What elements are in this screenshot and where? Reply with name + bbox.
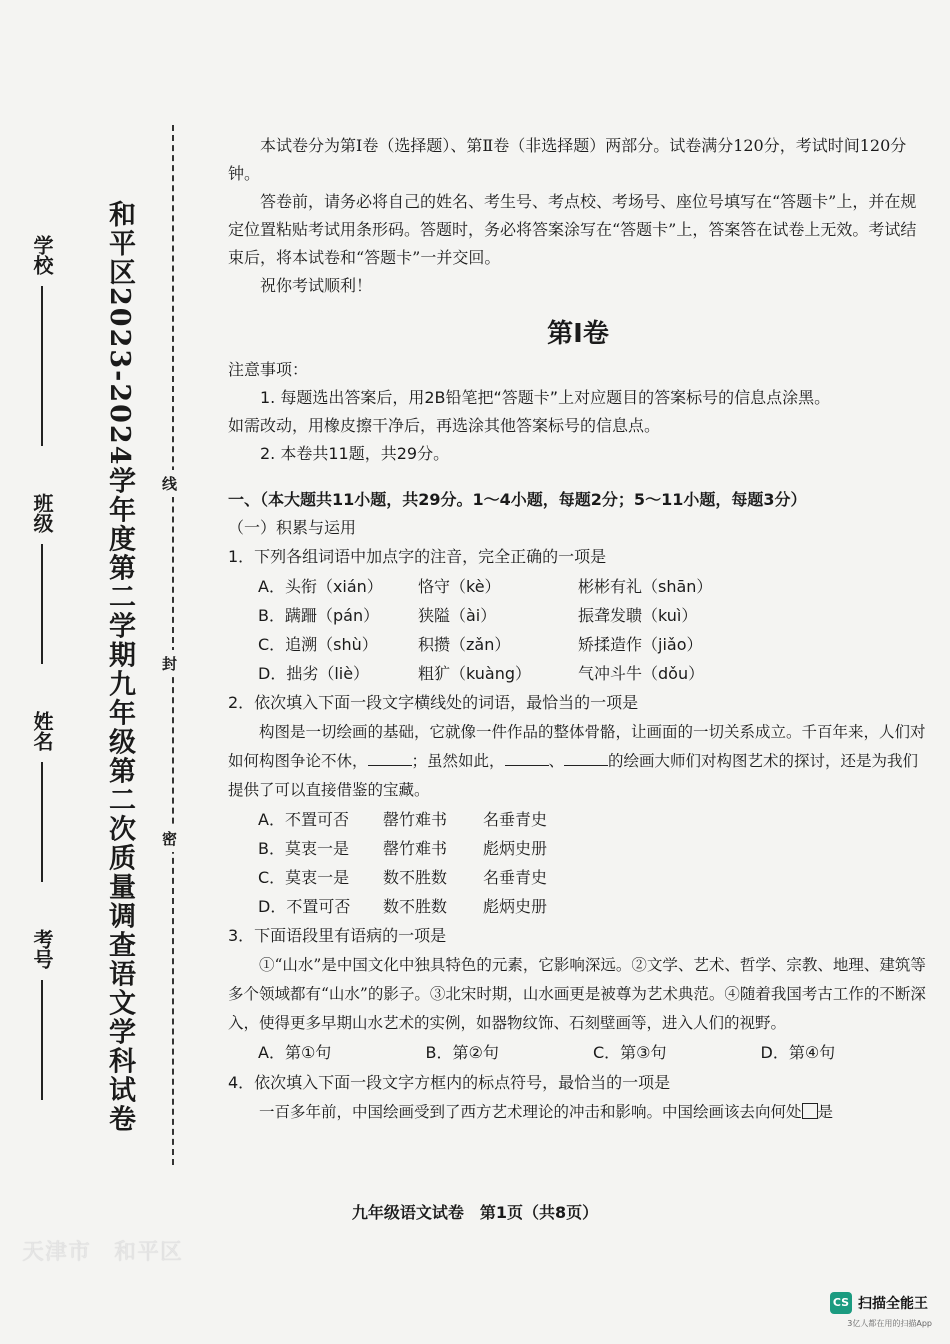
question-3-choice-c[interactable]: C．第③句 [593, 1043, 667, 1062]
question-1-stem: 1．下列各组词语中加点字的注音，完全正确的一项是 [228, 547, 607, 566]
question-4-passage: 一百多年前，中国绘画受到了西方艺术理论的冲击和影响。中国绘画该去向何处 是 [259, 1103, 834, 1121]
section-heading: 一、（本大题共11小题，共29分。1～4小题，每题2分；5～11小题，每题3分） [228, 490, 807, 509]
notice-item-1: 1. 每题选出答案后，用2B铅笔把“答题卡”上对应题目的答案标号的信息点涂黑。 [260, 388, 831, 407]
scanner-app-tagline: 3亿人都在用的扫描App [847, 1319, 932, 1328]
question-1-option-c[interactable]: C．追溯（shù） 积攒（zǎn） 矫揉造作（jiǎo） [258, 635, 703, 654]
fill-blank-1 [368, 765, 412, 766]
question-3-choice-d[interactable]: D．第④句 [760, 1043, 836, 1062]
student-info-fields [28, 235, 57, 1140]
field-label-name: 姓名 [30, 710, 54, 751]
seal-line [172, 125, 174, 1165]
question-1-option-b[interactable]: B．蹒跚（pán） 狭隘（ài） 振聋发聩（kuì） [258, 606, 698, 625]
scanner-app-badge [830, 1292, 928, 1314]
scanner-logo-icon: CS [830, 1292, 852, 1314]
field-blank-name[interactable] [41, 762, 43, 882]
question-3-passage: ①“山水”是中国文化中独具特色的元素，它影响深远。②文学、艺术、哲学、宗教、地理、建筑等多个领域都有“山水”的影子。③北宋时期，山水画更是被尊为艺术典范。④随着我国考古工作的不断深入，使得更多早期山水艺术的实例，如器物纹饰、石刻壁画等，进入人们的视野。 [228, 956, 926, 1032]
page-footer: 九年级语文试卷 第1页（共8页） [351, 1203, 599, 1222]
notice-item-2: 2. 本卷共11题，共29分。 [260, 444, 450, 463]
seal-word-seal: 封 [162, 650, 177, 677]
field-blank-school[interactable] [41, 286, 43, 446]
intro-paragraph-2: 答卷前，请务必将自己的姓名、考生号、考点校、考场号、座位号填写在“答题卡”上，并在规定位置粘贴考试用条形码。答题时，务必将答案涂写在“答题卡”上，答案答在试卷上无效。考试结束后，将本试卷和“答题卡”一并交回。 [228, 192, 917, 267]
seal-word-line: 线 [162, 470, 177, 497]
question-1-option-d[interactable]: D．拙劣（liè） 粗犷（kuàng） 气冲斗牛（dǒu） [258, 664, 705, 683]
field-label-id: 考号 [30, 928, 54, 969]
intro-paragraph-3: 祝你考试顺利！ [260, 276, 373, 295]
question-3-choice-a[interactable]: A．第①句 [258, 1043, 332, 1062]
subsection-heading: （一）积累与运用 [228, 518, 357, 537]
fill-blank-3 [564, 765, 608, 766]
field-label-school: 学校 [30, 235, 54, 275]
question-3-choice-b[interactable]: B．第②句 [425, 1043, 499, 1062]
fill-blank-2 [505, 765, 549, 766]
question-2-passage: 构图是一切绘画的基础，它就像一件作品的整体骨骼，让画面的一切关系成立。千百年来，人们对如何构图争论不休， ；虽然如此， 、 的绘画大师们对构图艺术的探讨，还是为我们提供了可以直接借鉴的宝藏。 [228, 723, 926, 799]
field-blank-class[interactable] [41, 544, 43, 664]
question-3-stem: 3．下面语段里有语病的一项是 [228, 926, 447, 945]
question-2-options [258, 805, 928, 921]
question-2-stem: 2．依次填入下面一段文字横线处的词语，最恰当的一项是 [228, 693, 639, 712]
notice-item-1-cont: 如需改动，用橡皮擦干净后，再选涂其他答案标号的信息点。 [228, 416, 661, 435]
field-label-class: 班级 [30, 492, 54, 533]
field-blank-id[interactable] [41, 980, 43, 1100]
question-4-stem: 4．依次填入下面一段文字方框内的标点符号，最恰当的一项是 [228, 1073, 671, 1092]
volume-title: 第Ⅰ卷 [547, 319, 609, 349]
question-2-option-d[interactable]: D．不置可否 数不胜数 彪炳史册 [258, 897, 548, 916]
question-3-choices [258, 1038, 928, 1068]
exam-title-vertical: 和平区2023-2024学年度第二学期九年级第二次质量调查语文学科试卷 [104, 200, 135, 1134]
seal-word-secret: 密 [162, 825, 177, 852]
punctuation-box [802, 1103, 818, 1119]
exam-content [228, 132, 928, 1127]
scanner-app-name: 扫描全能王 [858, 1296, 928, 1312]
question-1-option-a[interactable]: A．头衔（xián） 恪守（kè） 彬彬有礼（shān） [258, 577, 713, 596]
question-1-options [258, 572, 928, 688]
location-watermark: 天津市 和平区 [22, 1240, 184, 1265]
question-2-option-a[interactable]: A．不置可否 罄竹难书 名垂青史 [258, 810, 548, 829]
notice-title: 注意事项： [228, 360, 309, 379]
question-2-option-c[interactable]: C．莫衷一是 数不胜数 名垂青史 [258, 868, 548, 887]
question-2-option-b[interactable]: B．莫衷一是 罄竹难书 彪炳史册 [258, 839, 548, 858]
intro-paragraph-1: 本试卷分为第Ⅰ卷（选择题）、第Ⅱ卷（非选择题）两部分。试卷满分120分，考试时间120分钟。 [228, 136, 907, 183]
